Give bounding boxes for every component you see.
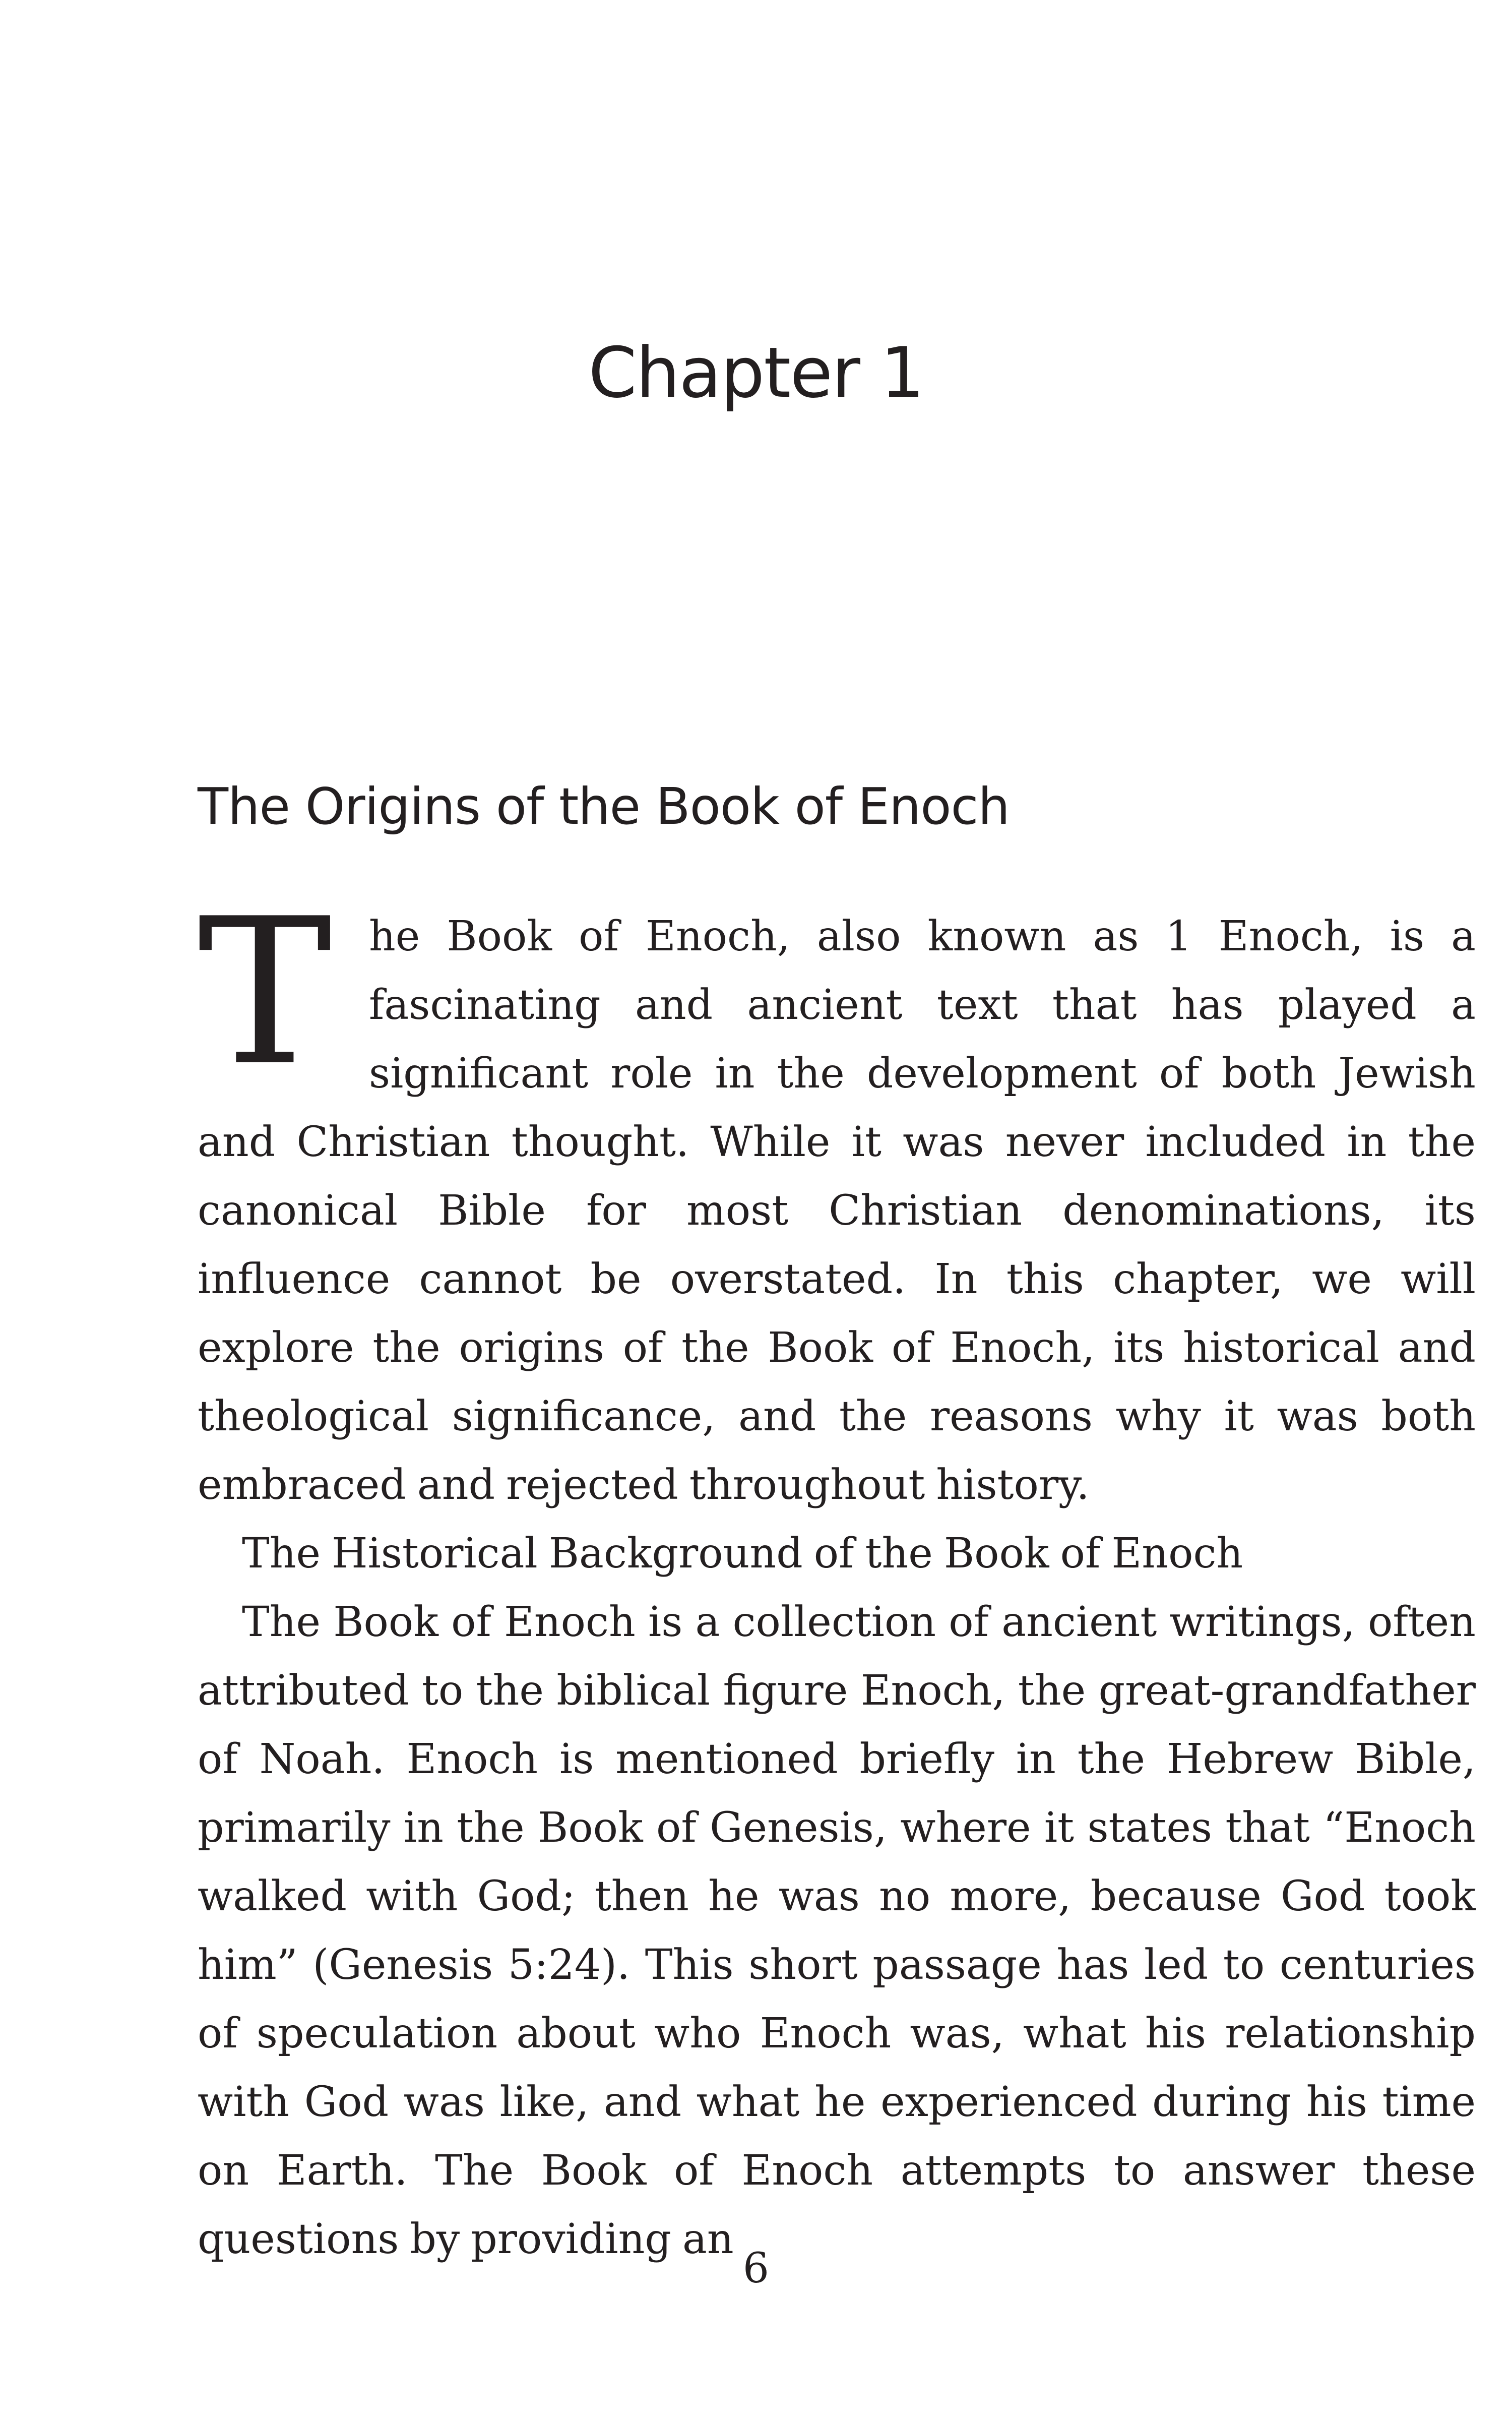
body-text [198,876,1476,2274]
body-paragraph: The Book of Enoch is a collection of ancient writings, often attributed to the biblical figure Enoch, the great-grandfather of Noah. Enoch is mentioned briefly in the Hebrew Bible, primarily in the Book of Genesis, where it states that “Enoch walked with God; then he was no more, because God took him” (Genesis 5:24). This short passage has led to centuries of speculation about who Enoch was, what his relationship with God was like, and what he experienced during his time on Earth. The Book of Enoch attempts to answer these questions by providing an [198,1598,1476,2263]
chapter-title: Chapter 1 [588,332,924,413]
page-number: 6 [742,2245,770,2292]
opening-paragraph [198,876,1476,1520]
drop-cap: T [198,876,332,1110]
opening-paragraph-text: he Book of Enoch, also known as 1 Enoch, is a fascinating and ancient text that has played a significant role in the development of both Jewish and Christian thought. While it was never included in the canonical Bible for most Christian denominations, its influence cannot be overstated. In this chapter, we will explore the origins of the Book of Enoch, its historical and theological significance, and the reasons why it was both embraced and rejected throughout history. [198,913,1476,1509]
subheading-paragraph: The Historical Background of the Book of Enoch [242,1530,1243,1578]
section-title: The Origins of the Book of Enoch [198,777,1010,836]
